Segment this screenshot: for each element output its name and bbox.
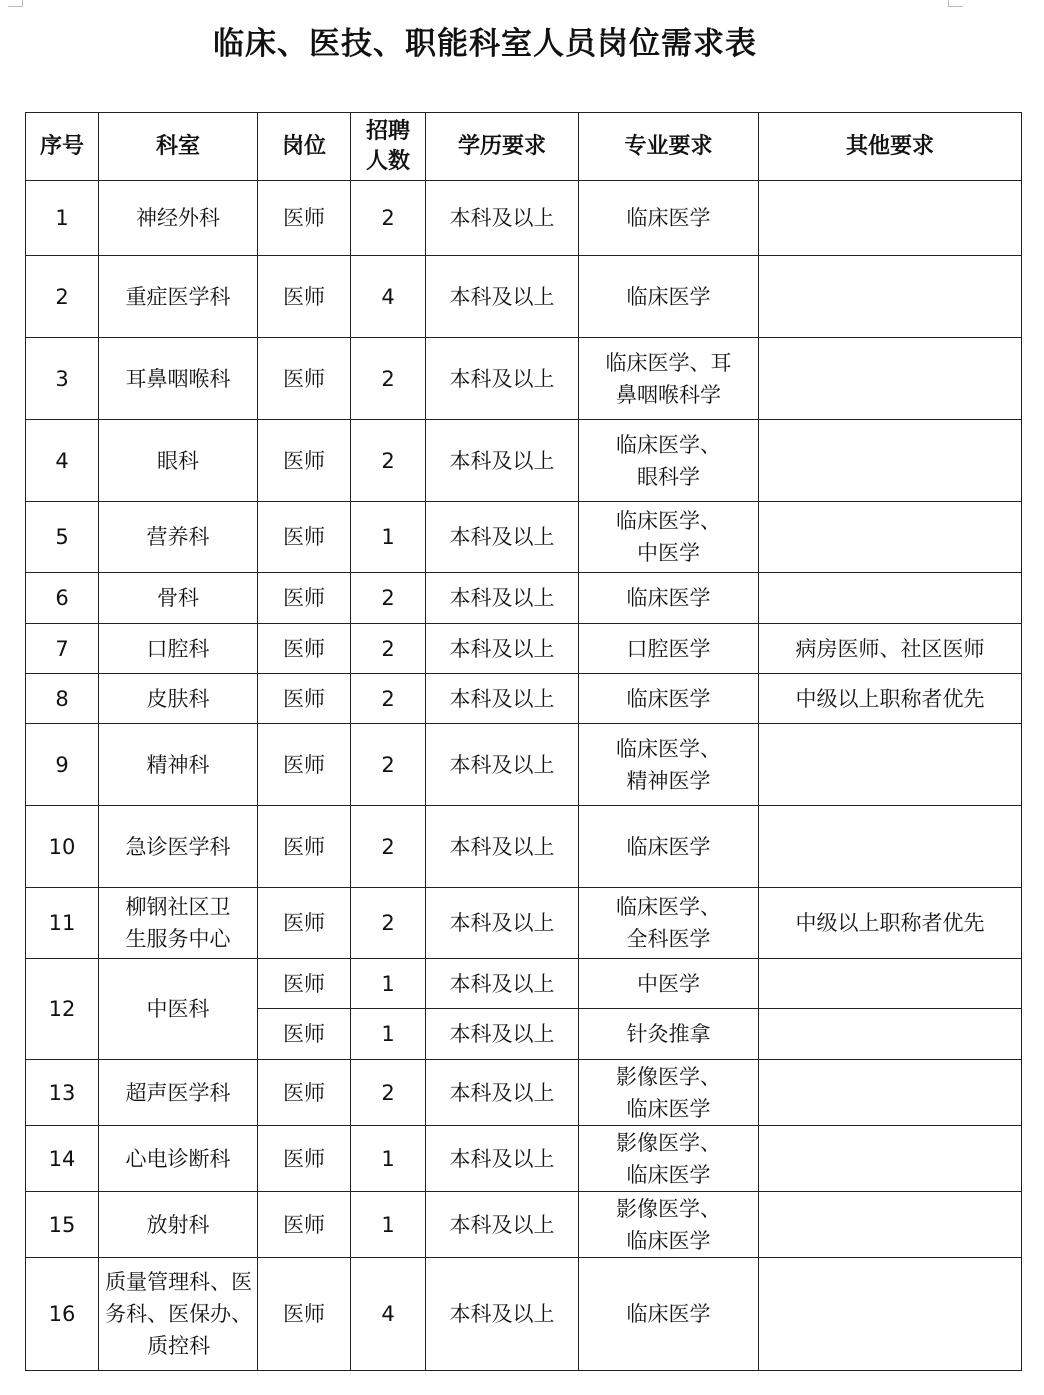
cell-position <box>258 573 351 624</box>
cell-position-text: 医师 <box>283 366 325 391</box>
cell-other <box>759 1192 1022 1258</box>
cell-education <box>426 338 579 420</box>
cell-education <box>426 1009 579 1060</box>
cell-count-text: 4 <box>381 1302 395 1326</box>
cell-position-text: 医师 <box>283 752 325 777</box>
cell-position <box>258 1126 351 1192</box>
cell-count-text: 2 <box>381 686 395 711</box>
cell-education-text: 本科及以上 <box>449 284 555 309</box>
cell-dept-text: 皮肤科 <box>146 686 210 711</box>
cell-major-text: 影像医学、临床医学 <box>616 1064 721 1121</box>
cell-no-text: 16 <box>48 1302 76 1326</box>
cell-no <box>26 573 99 624</box>
cell-major <box>579 724 759 806</box>
cell-education-text: 本科及以上 <box>449 448 555 473</box>
cell-major-text: 临床医学、中医学 <box>616 509 721 565</box>
cell-count-text: 1 <box>381 1022 395 1046</box>
table-row <box>26 1258 1022 1371</box>
table-row <box>26 888 1022 959</box>
cell-no <box>26 674 99 724</box>
cell-dept <box>99 420 258 502</box>
cell-position <box>258 724 351 806</box>
cell-no <box>26 1192 99 1258</box>
cell-count <box>351 573 426 624</box>
cell-position-text: 医师 <box>283 971 325 996</box>
cell-count-text: 2 <box>381 366 395 391</box>
cell-other <box>759 674 1022 724</box>
table-row <box>26 256 1022 338</box>
cell-count <box>351 502 426 573</box>
cell-major <box>579 256 759 338</box>
cell-dept-text: 超声医学科 <box>125 1080 231 1105</box>
cell-position <box>258 1258 351 1371</box>
cell-position-text: 医师 <box>283 1022 325 1046</box>
cell-position <box>258 1192 351 1258</box>
cell-education-text: 本科及以上 <box>449 1302 555 1326</box>
cell-other <box>759 338 1022 420</box>
cell-count-text: 1 <box>381 525 395 549</box>
cell-major <box>579 806 759 888</box>
cell-other <box>759 724 1022 806</box>
cell-count <box>351 256 426 338</box>
cell-major <box>579 624 759 674</box>
cell-education-text: 本科及以上 <box>449 1212 555 1237</box>
cell-other <box>759 181 1022 256</box>
cell-dept-text: 精神科 <box>146 752 210 777</box>
cell-no <box>26 888 99 959</box>
cell-count <box>351 674 426 724</box>
cell-position <box>258 959 351 1009</box>
cell-education <box>426 1126 579 1192</box>
table-row <box>26 338 1022 420</box>
cell-no-text: 3 <box>55 366 69 391</box>
cell-no-text: 5 <box>55 525 69 549</box>
cell-education-text: 本科及以上 <box>449 366 555 391</box>
cell-dept <box>99 624 258 674</box>
cell-education <box>426 256 579 338</box>
cell-no <box>26 420 99 502</box>
cell-major-text: 影像医学、临床医学 <box>616 1196 721 1253</box>
cell-count-text: 1 <box>381 971 395 996</box>
cell-count-text: 2 <box>381 206 395 230</box>
table-row <box>26 674 1022 724</box>
cell-count-text: 2 <box>381 586 395 610</box>
cell-position-text: 医师 <box>283 834 325 859</box>
cell-major <box>579 1009 759 1060</box>
cell-no <box>26 806 99 888</box>
cell-major <box>579 1060 759 1126</box>
cell-major <box>579 888 759 959</box>
cell-major-text: 针灸推拿 <box>626 1022 711 1046</box>
cell-education-text: 本科及以上 <box>449 686 555 711</box>
cell-count-text: 1 <box>381 1212 395 1237</box>
table-row <box>26 1060 1022 1126</box>
cell-other <box>759 1258 1022 1371</box>
cell-education-text: 本科及以上 <box>449 525 555 549</box>
header-row <box>26 113 1022 181</box>
cell-other <box>759 502 1022 573</box>
cell-count <box>351 959 426 1009</box>
page-title: 临床、医技、职能科室人员岗位需求表 <box>213 26 757 62</box>
cell-dept-text: 放射科 <box>146 1212 210 1237</box>
cell-dept-text: 口腔科 <box>146 636 210 661</box>
cell-other <box>759 420 1022 502</box>
cell-count <box>351 1009 426 1060</box>
cell-other <box>759 1009 1022 1060</box>
cell-dept-text: 营养科 <box>146 525 210 549</box>
cell-education-text: 本科及以上 <box>449 1146 555 1171</box>
cell-position <box>258 338 351 420</box>
cell-major-text: 临床医学 <box>626 834 711 859</box>
header-dept: 科室 <box>99 113 258 181</box>
cell-education-text: 本科及以上 <box>449 1022 555 1046</box>
cell-other <box>759 806 1022 888</box>
cell-no-text: 2 <box>55 284 69 309</box>
cell-major <box>579 181 759 256</box>
cell-count <box>351 1060 426 1126</box>
cell-dept <box>99 181 258 256</box>
cell-no <box>26 502 99 573</box>
cell-count-text: 2 <box>381 752 395 777</box>
cell-education-text: 本科及以上 <box>449 971 555 996</box>
cell-no <box>26 624 99 674</box>
cell-dept-text: 神经外科 <box>136 206 220 230</box>
cell-major <box>579 1126 759 1192</box>
cell-other-text: 中级以上职称者优先 <box>795 911 985 935</box>
cell-dept-text: 心电诊断科 <box>125 1146 231 1171</box>
cell-education-text: 本科及以上 <box>449 206 555 230</box>
cell-major-text: 临床医学、耳鼻咽喉科学 <box>605 350 732 407</box>
cell-position-text: 医师 <box>283 1302 325 1326</box>
cell-education-text: 本科及以上 <box>449 752 555 777</box>
cell-dept-text: 眼科 <box>157 448 199 473</box>
cell-education-text: 本科及以上 <box>449 1080 555 1105</box>
cell-count <box>351 624 426 674</box>
header-count: 招聘人数 <box>351 113 426 181</box>
cell-education <box>426 674 579 724</box>
cell-count <box>351 1126 426 1192</box>
cell-count-text: 2 <box>381 636 395 661</box>
cell-dept-text: 重症医学科 <box>125 284 231 309</box>
cell-education <box>426 420 579 502</box>
cell-major-text: 影像医学、临床医学 <box>616 1130 721 1187</box>
cell-dept-text: 柳钢社区卫生服务中心 <box>125 895 231 951</box>
page-corner-mark <box>948 0 963 7</box>
table-row <box>26 624 1022 674</box>
header-position: 岗位 <box>258 113 351 181</box>
cell-position <box>258 888 351 959</box>
cell-dept <box>99 888 258 959</box>
cell-education <box>426 502 579 573</box>
cell-education <box>426 181 579 256</box>
cell-position-text: 医师 <box>283 1080 325 1105</box>
cell-count <box>351 806 426 888</box>
cell-education-text: 本科及以上 <box>449 636 555 661</box>
cell-major <box>579 338 759 420</box>
cell-position-text: 医师 <box>283 525 325 549</box>
cell-education <box>426 1060 579 1126</box>
cell-education-text: 本科及以上 <box>449 834 555 859</box>
cell-no-text: 12 <box>48 997 76 1021</box>
cell-dept <box>99 1060 258 1126</box>
cell-position-text: 医师 <box>283 1146 325 1171</box>
cell-position <box>258 806 351 888</box>
cell-position <box>258 1009 351 1060</box>
table-row <box>26 573 1022 624</box>
cell-dept-text: 质量管理科、医务科、医保办、质控科 <box>105 1270 253 1358</box>
recruitment-table <box>25 112 1022 1371</box>
cell-major <box>579 959 759 1009</box>
cell-position-text: 医师 <box>283 911 325 935</box>
cell-no-text: 9 <box>55 752 69 777</box>
table-row <box>26 806 1022 888</box>
cell-education <box>426 1258 579 1371</box>
cell-other <box>759 888 1022 959</box>
cell-major <box>579 420 759 502</box>
cell-count-text: 4 <box>381 284 395 309</box>
cell-no <box>26 1258 99 1371</box>
cell-dept <box>99 1258 258 1371</box>
cell-other-text: 病房医师、社区医师 <box>795 636 985 661</box>
cell-education <box>426 573 579 624</box>
table-row <box>26 181 1022 256</box>
cell-education <box>426 959 579 1009</box>
cell-major-text: 中医学 <box>637 971 700 996</box>
cell-no-text: 14 <box>48 1146 76 1171</box>
cell-no <box>26 1126 99 1192</box>
table-row <box>26 1126 1022 1192</box>
cell-major <box>579 674 759 724</box>
cell-no <box>26 724 99 806</box>
cell-dept-text: 中医科 <box>146 997 210 1021</box>
cell-major-text: 临床医学 <box>626 1302 711 1326</box>
cell-major-text: 口腔医学 <box>626 636 711 661</box>
cell-major-text: 临床医学 <box>626 284 711 309</box>
cell-education <box>426 624 579 674</box>
cell-dept <box>99 806 258 888</box>
cell-count <box>351 338 426 420</box>
cell-dept <box>99 1126 258 1192</box>
cell-no <box>26 338 99 420</box>
cell-other <box>759 1060 1022 1126</box>
cell-no-text: 10 <box>48 834 76 859</box>
cell-count-text: 1 <box>381 1146 395 1171</box>
cell-major-text: 临床医学 <box>626 206 711 230</box>
cell-other-text: 中级以上职称者优先 <box>795 686 985 711</box>
cell-count <box>351 181 426 256</box>
cell-other <box>759 959 1022 1009</box>
cell-other <box>759 256 1022 338</box>
cell-position <box>258 674 351 724</box>
cell-no-text: 1 <box>55 206 69 230</box>
cell-no-text: 4 <box>55 448 69 473</box>
cell-count <box>351 888 426 959</box>
cell-count-text: 2 <box>381 448 395 473</box>
cell-other <box>759 573 1022 624</box>
cell-no <box>26 1060 99 1126</box>
cell-dept-text: 急诊医学科 <box>125 834 231 859</box>
cell-no <box>26 959 99 1060</box>
cell-major-text: 临床医学、精神医学 <box>616 736 721 793</box>
cell-major-text: 临床医学、全科医学 <box>616 895 721 951</box>
cell-count-text: 2 <box>381 834 395 859</box>
cell-position-text: 医师 <box>283 284 325 309</box>
cell-education <box>426 806 579 888</box>
cell-major-text: 临床医学、眼科学 <box>616 432 721 489</box>
cell-count <box>351 1192 426 1258</box>
table-row <box>26 724 1022 806</box>
cell-dept <box>99 724 258 806</box>
cell-dept-text: 骨科 <box>157 586 199 610</box>
cell-dept <box>99 256 258 338</box>
cell-major-text: 临床医学 <box>626 586 711 610</box>
cell-position-text: 医师 <box>283 636 325 661</box>
table-row <box>26 502 1022 573</box>
cell-major-text: 临床医学 <box>626 686 711 711</box>
cell-position-text: 医师 <box>283 1212 325 1237</box>
cell-no-text: 8 <box>55 686 69 711</box>
header-no: 序号 <box>26 113 99 181</box>
cell-dept <box>99 338 258 420</box>
cell-count-text: 2 <box>381 1080 395 1105</box>
table-row <box>26 420 1022 502</box>
cell-dept <box>99 573 258 624</box>
cell-count-text: 2 <box>381 911 395 935</box>
cell-education-text: 本科及以上 <box>449 911 555 935</box>
cell-position <box>258 502 351 573</box>
cell-count <box>351 724 426 806</box>
cell-count <box>351 1258 426 1371</box>
cell-no-text: 15 <box>48 1212 76 1237</box>
cell-dept <box>99 1192 258 1258</box>
table-row <box>26 1192 1022 1258</box>
cell-no-text: 13 <box>48 1080 76 1105</box>
cell-dept-text: 耳鼻咽喉科 <box>125 366 231 391</box>
cell-major <box>579 1192 759 1258</box>
cell-no-text: 6 <box>55 586 69 610</box>
cell-position-text: 医师 <box>283 448 325 473</box>
cell-dept <box>99 502 258 573</box>
cell-other <box>759 1126 1022 1192</box>
cell-position <box>258 1060 351 1126</box>
cell-major <box>579 1258 759 1371</box>
cell-position-text: 医师 <box>283 686 325 711</box>
cell-position-text: 医师 <box>283 586 325 610</box>
table-row <box>26 959 1022 1009</box>
cell-position <box>258 420 351 502</box>
cell-no-text: 11 <box>48 911 76 935</box>
cell-education <box>426 1192 579 1258</box>
cell-education <box>426 724 579 806</box>
cell-position <box>258 181 351 256</box>
cell-no <box>26 181 99 256</box>
cell-position <box>258 256 351 338</box>
header-other: 其他要求 <box>759 113 1022 181</box>
cell-dept <box>99 674 258 724</box>
cell-education-text: 本科及以上 <box>449 586 555 610</box>
cell-education <box>426 888 579 959</box>
page-corner-mark <box>8 0 23 7</box>
cell-dept <box>99 959 258 1060</box>
header-education: 学历要求 <box>426 113 579 181</box>
cell-position <box>258 624 351 674</box>
cell-count <box>351 420 426 502</box>
cell-major <box>579 573 759 624</box>
cell-no-text: 7 <box>55 636 69 661</box>
cell-other <box>759 624 1022 674</box>
header-major: 专业要求 <box>579 113 759 181</box>
cell-no <box>26 256 99 338</box>
cell-major <box>579 502 759 573</box>
cell-position-text: 医师 <box>283 206 325 230</box>
